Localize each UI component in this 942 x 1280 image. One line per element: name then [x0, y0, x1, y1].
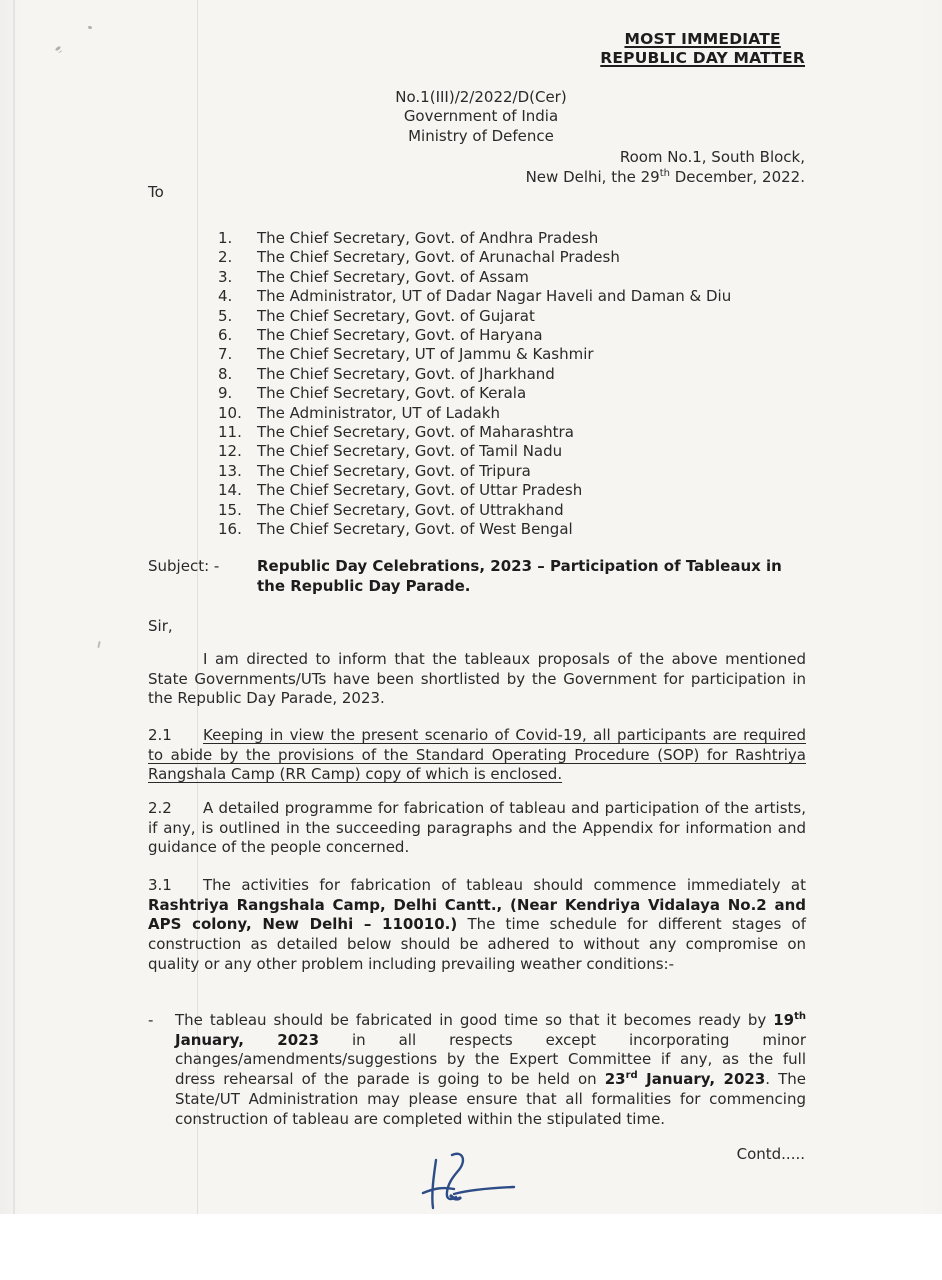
- bullet-text-1: The tableau should be fabricated in good time so that it becomes ready by: [175, 1011, 774, 1029]
- camp-address-bold: Rashtriya Rangshala Camp, Delhi Cantt., (Near Kendriya Vidalaya No.2 and APS colony, New Delhi – 110010.): [148, 895, 806, 934]
- addressee-row: [218, 268, 731, 287]
- addressee-number: 3.: [218, 267, 233, 286]
- bullet-item: [148, 1011, 806, 1129]
- date-line: [526, 168, 805, 188]
- addressee-text: The Chief Secretary, Govt. of Tripura: [257, 461, 531, 480]
- paragraph-2-1-text: Keeping in view the present scenario of Covid-19, all participants are required to abide by the provisions of the Standard Operating Procedure (SOP) for Rashtriya Rangshala Camp (RR Camp) copy of which is enclosed.: [148, 726, 806, 784]
- addressee-text: The Administrator, UT of Ladakh: [257, 403, 501, 422]
- paragraph-number: 3.1: [148, 876, 172, 894]
- addressee-row: [218, 345, 731, 364]
- rehearsal-date-day: 23: [604, 1070, 626, 1089]
- addressee-text: The Chief Secretary, Govt. of Tamil Nadu: [257, 442, 563, 461]
- addressee-number: 1.: [218, 229, 233, 247]
- addressee-row: [218, 365, 731, 384]
- paragraph-number: 2.2: [148, 799, 172, 817]
- reference-block: [291, 88, 671, 146]
- rehearsal-date-rest: January, 2023: [637, 1070, 766, 1089]
- addressee-text: The Chief Secretary, Govt. of Jharkhand: [257, 364, 555, 383]
- rehearsal-date-ordinal: rd: [625, 1070, 638, 1082]
- paragraph-3-1-text-start: The activities for fabrication of tableau should commence immediately at: [203, 876, 806, 894]
- addressee-number: 14.: [218, 481, 242, 500]
- addressee-text: The Chief Secretary, Govt. of West Bengal: [257, 520, 573, 539]
- subject-label: Subject: -: [148, 557, 220, 575]
- addressee-row: [218, 501, 731, 520]
- paragraph-number: 2.1: [148, 726, 172, 744]
- paragraph-2-2: [148, 799, 806, 858]
- addressee-number: 13.: [218, 461, 242, 480]
- addressee-row: [218, 248, 731, 267]
- classification-line-2: REPUBLIC DAY MATTER: [600, 48, 805, 67]
- paragraph-3-1: [148, 876, 806, 975]
- addressee-number: 6.: [218, 326, 233, 345]
- addressee-number: 5.: [218, 306, 233, 325]
- addressee-row: [218, 229, 731, 248]
- addressee-list: [218, 229, 731, 540]
- bullet-marker: -: [148, 1011, 154, 1029]
- addressee-row: [218, 287, 731, 306]
- signature-mark: [421, 1148, 521, 1218]
- addressee-text: The Chief Secretary, Govt. of Gujarat: [257, 306, 535, 325]
- ready-date-day: 19: [773, 1011, 795, 1029]
- addressee-text: The Chief Secretary, Govt. of Uttar Pradesh: [257, 481, 583, 500]
- reference-number: No.1(III)/2/2022/D(Cer): [395, 88, 567, 106]
- addressee-text: The Chief Secretary, Govt. of Assam: [257, 267, 529, 286]
- addressee-number: 7.: [218, 345, 233, 364]
- addressee-text: The Chief Secretary, Govt. of Maharashtra: [257, 423, 574, 442]
- place-date-block: [526, 148, 805, 187]
- addressee-text: The Chief Secretary, Govt. of Kerala: [257, 384, 527, 403]
- subject-block: [148, 557, 808, 597]
- intro-paragraph: I am directed to inform that the tableaux proposals of the above mentioned State Governments/UTs have been shortlisted by the Government for participation in the Republic Day Parade, 2023.: [148, 650, 806, 708]
- scan-edge-line: [13, 0, 15, 1214]
- addressee-row: [218, 520, 731, 539]
- subject-text: Republic Day Celebrations, 2023 – Participation of Tableaux in the Republic Day Parade.: [257, 557, 782, 595]
- addressee-row: [218, 307, 731, 326]
- bullet-text-2: in all respects except incorporating minor changes/amendments/suggestions by the Expert Committee if any, as the full dress rehearsal of the parade is going to be held on: [175, 1030, 806, 1089]
- addressee-number: 10.: [218, 403, 242, 422]
- addressee-number: 11.: [218, 423, 242, 442]
- addressee-number: 15.: [218, 500, 242, 519]
- addressee-number: 8.: [218, 364, 233, 383]
- addressee-row: [218, 442, 731, 461]
- addressee-row: [218, 326, 731, 345]
- contd-label: Contd.....: [736, 1145, 805, 1163]
- org-line-govt: Government of India: [403, 107, 559, 126]
- date-prefix: New Delhi, the 29: [525, 167, 660, 186]
- addressee-number: 9.: [218, 384, 233, 403]
- ready-date-rest: January, 2023: [175, 1030, 320, 1049]
- addressee-number: 4.: [218, 287, 233, 306]
- addressee-row: [218, 462, 731, 481]
- addressee-text: The Chief Secretary, Govt. of Arunachal Pradesh: [257, 248, 620, 267]
- bullet-text-3: . The State/UT Administration may please ensure that all formalities for commencing construction of tableau are completed within the stipulated time.: [175, 1070, 807, 1128]
- addressee-text: The Administrator, UT of Dadar Nagar Haveli and Daman & Diu: [257, 287, 732, 306]
- date-suffix: December, 2022.: [669, 167, 805, 186]
- addressee-number: 12.: [218, 442, 242, 461]
- ready-date-ordinal: th: [794, 1011, 806, 1022]
- addressee-row: [218, 481, 731, 500]
- paragraph-2-1: [148, 726, 806, 785]
- addressee-text: The Chief Secretary, Govt. of Haryana: [257, 326, 543, 345]
- addressee-row: [218, 404, 731, 423]
- date-ordinal: th: [659, 167, 670, 179]
- classification-line-1: MOST IMMEDIATE: [624, 30, 781, 48]
- addressee-row: [218, 423, 731, 442]
- addressee-text: The Chief Secretary, UT of Jammu & Kashmir: [257, 345, 594, 364]
- classification-stamp: [600, 30, 805, 67]
- addressee-number: 16.: [218, 520, 242, 539]
- addressee-text: The Chief Secretary, Govt. of Uttrakhand: [257, 500, 564, 519]
- address-line: Room No.1, South Block,: [619, 148, 805, 166]
- addressee-row: [218, 384, 731, 403]
- paragraph-2-2-text: A detailed programme for fabrication of tableau and participation of the artists, if any, is outlined in the succeeding paragraphs and the Appendix for information and guidance of the people concerned.: [148, 799, 806, 857]
- addressee-text: The Chief Secretary, Govt. of Andhra Pradesh: [257, 229, 599, 247]
- salutation: Sir,: [148, 617, 173, 635]
- paragraph-3-1-text-end: The time schedule for different stages of construction as detailed below should be adhered to without any compromise on quality or any other problem including prevailing weather conditions:-: [148, 915, 806, 973]
- org-line-ministry: Ministry of Defence: [408, 126, 554, 145]
- addressee-number: 2.: [218, 248, 233, 267]
- to-label: To: [148, 183, 164, 201]
- rehearsal-date-bold: [605, 1070, 766, 1088]
